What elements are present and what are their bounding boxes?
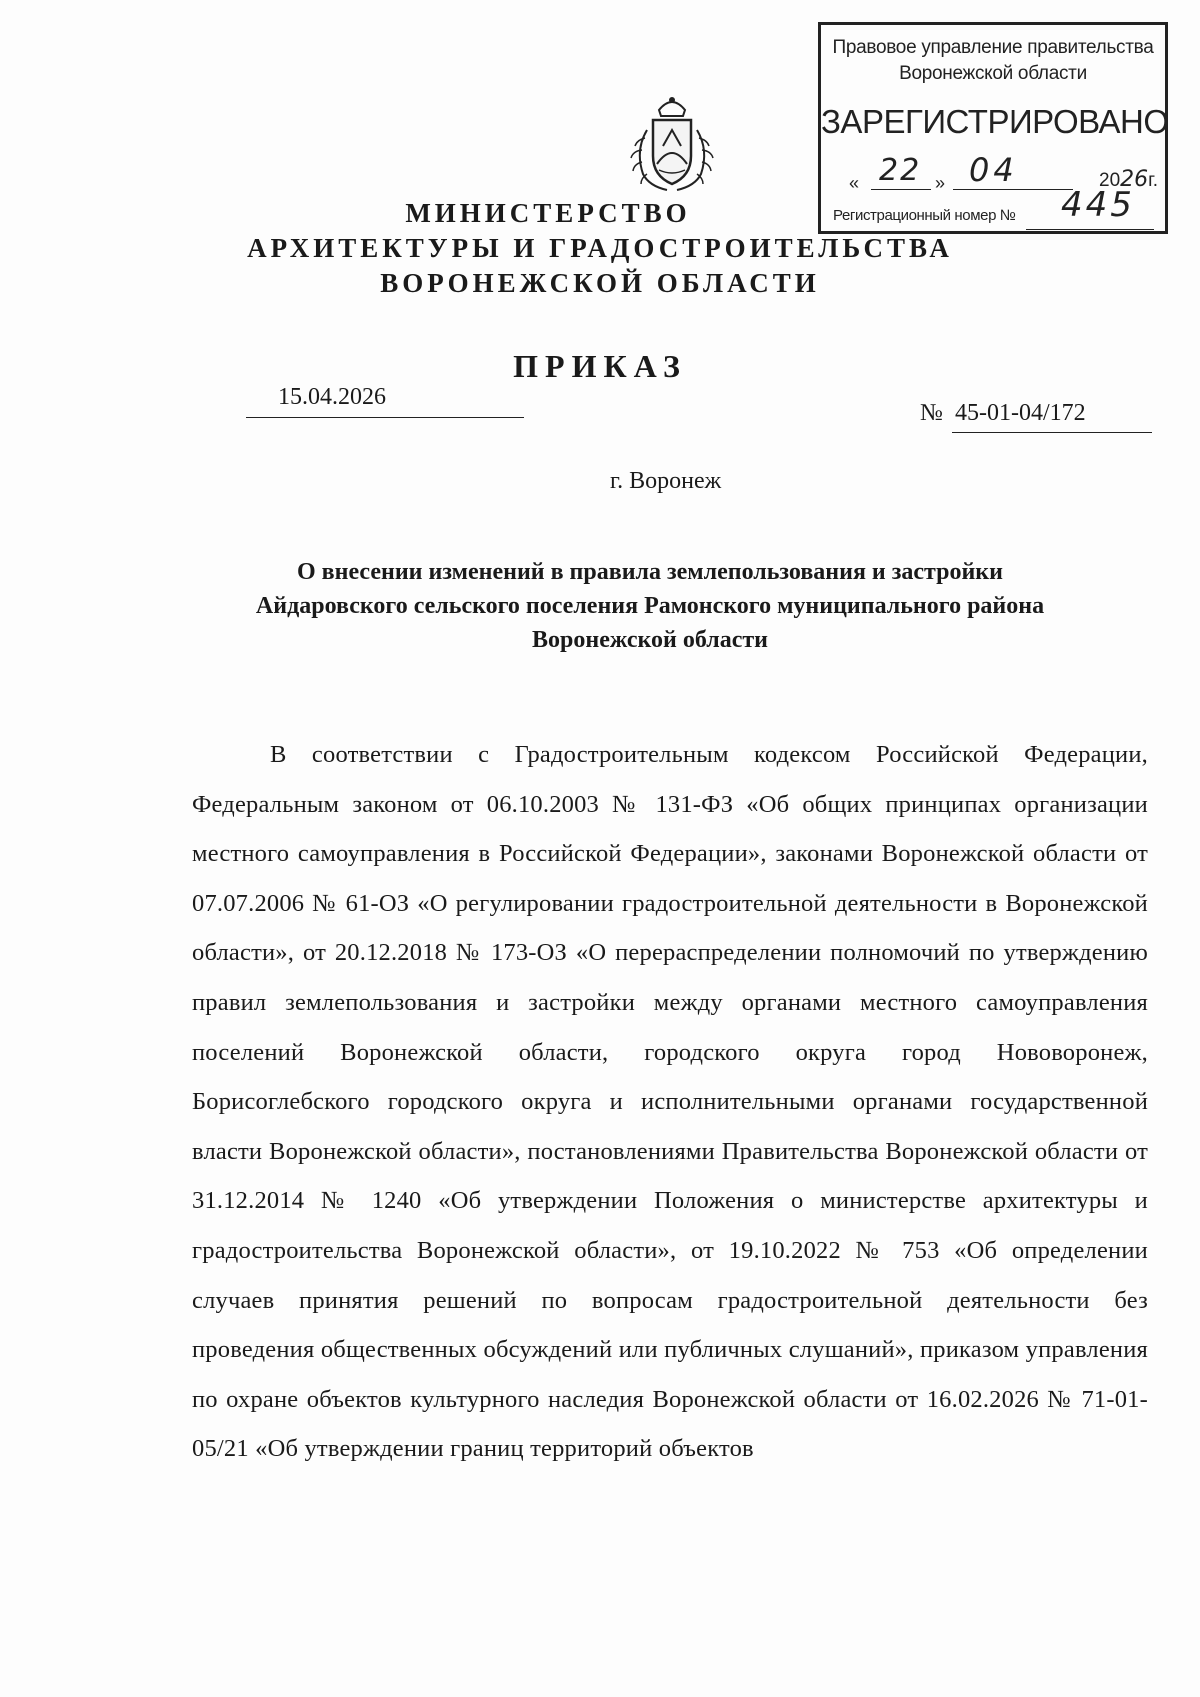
stamp-year-handwritten: 26 bbox=[1120, 167, 1149, 192]
order-number-label: № bbox=[920, 400, 943, 426]
order-number: 45-01-04/172 bbox=[955, 400, 1086, 426]
order-number-underline bbox=[952, 432, 1152, 433]
body-paragraph: В соответствии с Градостроительным кодексом Российской Федерации, Федеральным законом от 06.10.2003 № 131-ФЗ «Об общих принципах организации местного самоуправления в Российской Федерации», законами Воронежской области от 07.07.2006 № 61-ОЗ «О регулировании градостроительной деятельности в Воронежской области», от 20.12.2018 № 173-ОЗ «О перераспределении полномочий по утверждению правил землепользования и застройки между органами местного самоуправления поселений Воронежской области, городского округа город Нововоронеж, Борисоглебского городского округа и исполнительными органами государственной власти Воронежской области», постановлениями Правительства Воронежской области от 31.12.2014 № 1240 «Об утверждении Положения о министерстве архитектуры и градостроительства Воронежской области», от 19.10.2022 № 753 «Об определении случаев принятия решений по вопросам градостроительной деятельности без проведения общественных обсуждений или публичных слушаний», приказом управления по охране объектов культурного наследия Воронежской области от 16.02.2026 № 71-01-05/21 «Об утверждении границ территорий объектов bbox=[192, 741, 1148, 1463]
stamp-authority-line1: Правовое управление правительства bbox=[832, 37, 1154, 58]
stamp-status: ЗАРЕГИСТРИРОВАНО bbox=[821, 103, 1169, 140]
stamp-year-prefix: 20 bbox=[1099, 170, 1121, 191]
stamp-authority-line2: Воронежской области bbox=[899, 63, 1087, 84]
order-date: 15.04.2026 bbox=[278, 384, 386, 410]
subject-line3: Воронежской области bbox=[532, 627, 768, 653]
stamp-day-underline bbox=[871, 189, 931, 190]
stamp-reg-number: 445 bbox=[1061, 185, 1135, 225]
document-city: г. Воронеж bbox=[610, 468, 722, 494]
stamp-month: 04 bbox=[969, 151, 1018, 189]
subject-line1: О внесении изменений в правила землепользования и застройки bbox=[297, 559, 1003, 585]
document-subject bbox=[150, 555, 1150, 657]
stamp-year-suffix: г. bbox=[1148, 170, 1159, 191]
coat-of-arms-graphic bbox=[617, 90, 727, 200]
document-title: ПРИКАЗ bbox=[513, 348, 687, 384]
coat-of-arms-icon bbox=[617, 90, 727, 200]
stamp-quote-open: « bbox=[849, 173, 860, 193]
stamp-day: 22 bbox=[879, 153, 922, 188]
ministry-name-line2: АРХИТЕКТУРЫ И ГРАДОСТРОИТЕЛЬСТВА bbox=[247, 233, 953, 263]
crown-shape bbox=[659, 102, 685, 116]
ministry-name-line3: ВОРОНЕЖСКОЙ ОБЛАСТИ bbox=[380, 268, 820, 298]
stamp-reg-underline bbox=[1026, 229, 1154, 230]
ministry-name-line1: МИНИСТЕРСТВО bbox=[405, 198, 691, 228]
crown-cross bbox=[669, 97, 675, 103]
stamp-reg-label: Регистрационный номер № bbox=[833, 207, 1016, 224]
stamp-quote-close: » bbox=[935, 173, 946, 193]
order-date-underline bbox=[246, 417, 524, 418]
subject-line2: Айдаровского сельского поселения Рамонского муниципального района bbox=[255, 593, 1045, 619]
stamp-month-underline bbox=[953, 189, 1073, 190]
